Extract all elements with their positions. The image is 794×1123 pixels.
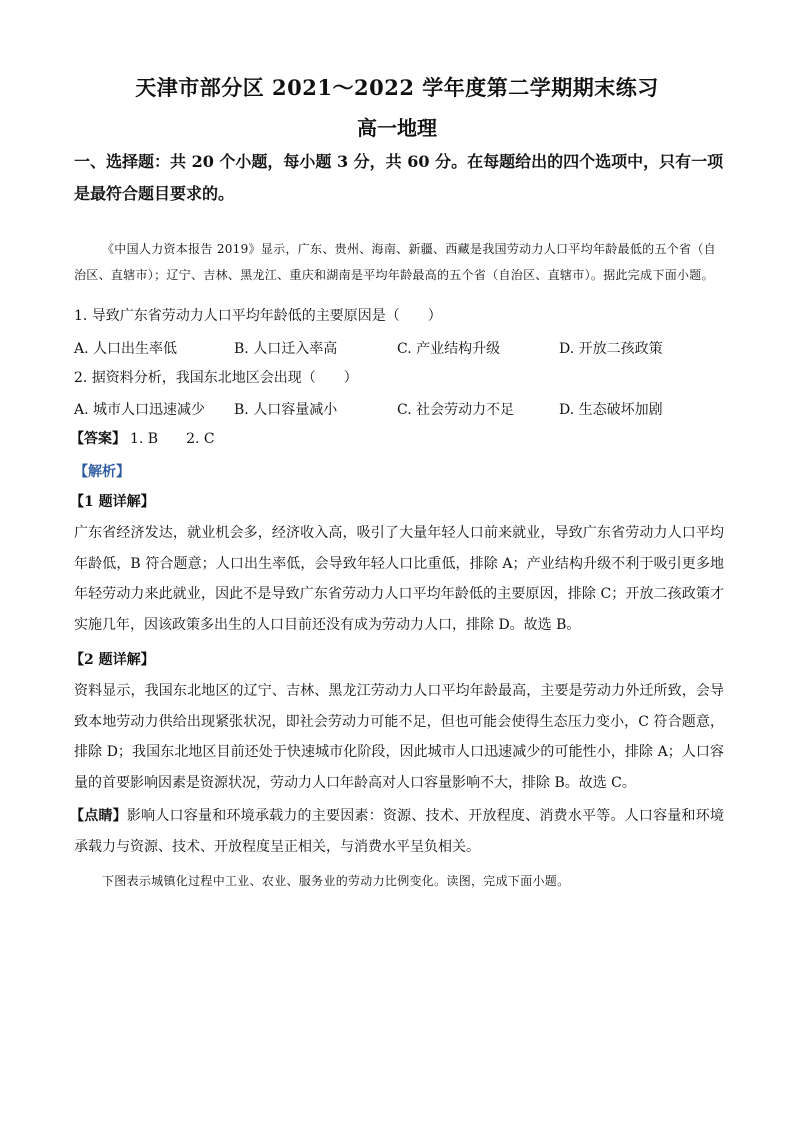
answer-text: 1. B 2. C bbox=[130, 431, 215, 447]
q1-option-c: C. 产业结构升级 bbox=[397, 341, 501, 357]
subject-title: 高一地理 bbox=[357, 116, 437, 140]
question-2-options bbox=[74, 399, 724, 419]
section-heading: 一、选择题：共 20 个小题，每小题 3 分，共 60 分。在每题给出的四个选项中，只有一项是最符合题目要求的。 bbox=[74, 152, 724, 203]
tip-paragraph bbox=[70, 801, 724, 862]
question-1-stem: 1. 导致广东省劳动力人口平均年龄低的主要原因是（ ） bbox=[74, 308, 442, 324]
q2-option-c: C. 社会劳动力不足 bbox=[397, 402, 515, 418]
material-paragraph-2: 下图表示城镇化过程中工业、农业、服务业的劳动力比例变化。读图，完成下面小题。 bbox=[102, 874, 570, 888]
answer-label: 【答案】 bbox=[70, 431, 126, 447]
question-1-options bbox=[74, 338, 724, 358]
detail-1-heading bbox=[70, 492, 155, 512]
question-2-stem: 2. 据资料分析，我国东北地区会出现（ ） bbox=[74, 370, 358, 386]
q2-option-a: A. 城市人口迅速减少 bbox=[74, 402, 206, 418]
detail-2-heading bbox=[70, 650, 155, 670]
q1-option-a: A. 人口出生率低 bbox=[74, 341, 178, 357]
q2-option-b: B. 人口容量减小 bbox=[234, 402, 338, 418]
material-paragraph-1: 《中国人力资本报告 2019》显示，广东、贵州、海南、新疆、西藏是我国劳动力人口平均年龄最低的五个省（自治区、直辖市）；辽宁、吉林、黑龙江、重庆和湖南是平均年龄最高的五个省（自治区、直辖市）。据此完成下面小题。 bbox=[74, 242, 716, 282]
q2-option-d: D. 生态破坏加剧 bbox=[559, 402, 663, 418]
page-title: 天津市部分区 2021～2022 学年度第二学期期末练习 bbox=[135, 75, 659, 100]
q1-option-b: B. 人口迁入率高 bbox=[234, 341, 338, 357]
detail-1-label: 【1 题详解】 bbox=[70, 494, 155, 510]
detail-1-text: 广东省经济发达，就业机会多，经济收入高，吸引了大量年轻人口前来就业，导致广东省劳动力人口平均年龄低，B 符合题意；人口出生率低，会导致年轻人口比重低，排除 A；产业结构升级不利于吸引更多地年轻劳动力来此就业，因此不是导致广东省劳动力人口平均年龄低的主要原因，排除 C；开放二孩政策才实施几年，因该政策多出生的人口目前还没有成为劳动力人口，排除 D。故选 B。 bbox=[74, 525, 724, 633]
detail-2-label: 【2 题详解】 bbox=[70, 652, 155, 668]
analysis-label: 【解析】 bbox=[74, 464, 130, 480]
answer-line bbox=[70, 429, 215, 449]
tip-text: 影响人口容量和环境承载力的主要因素：资源、技术、开放程度、消费水平等。人口容量和环境承载力与资源、技术、开放程度呈正相关，与消费水平呈负相关。 bbox=[74, 808, 724, 855]
tip-label: 【点睛】 bbox=[70, 808, 127, 824]
detail-2-text: 资料显示，我国东北地区的辽宁、吉林、黑龙江劳动力人口平均年龄最高，主要是劳动力外迁所致，会导致本地劳动力供给出现紧张状况，即社会劳动力可能不足，但也可能会使得生态压力变小，C 符合题意，排除 D；我国东北地区目前还处于快速城市化阶段，因此城市人口迅速减少的可能性小，排除 A；人口容量的首要影响因素是资源状况，劳动力人口年龄高对人口容量影响不大，排除 B。故选 C。 bbox=[74, 683, 724, 791]
q1-option-d: D. 开放二孩政策 bbox=[559, 341, 663, 357]
